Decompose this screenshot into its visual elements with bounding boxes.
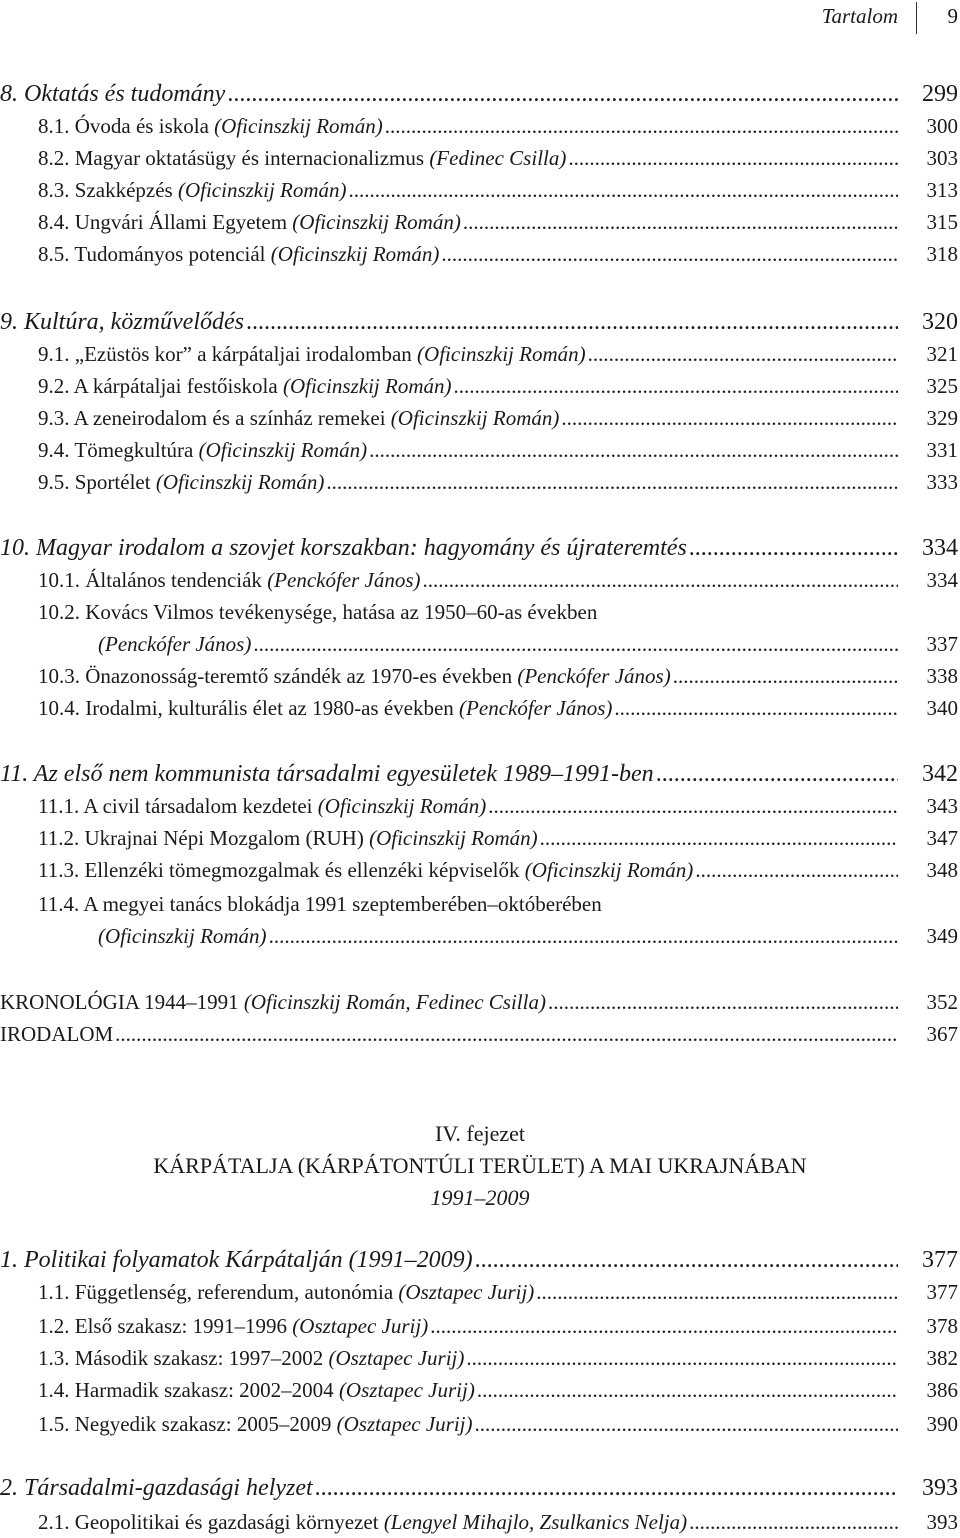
toc-entry[interactable] [0, 1018, 960, 1050]
running-header-title: Tartalom [821, 4, 898, 28]
toc-entry-page: 303 [926, 146, 958, 170]
toc-entry-label [0, 1244, 473, 1276]
toc-entry-title: Magyar irodalom a szovjet korszakban: hagyomány és újrateremtés [36, 535, 687, 561]
toc-entry[interactable] [0, 402, 960, 434]
toc-entry[interactable] [0, 1342, 960, 1374]
toc-entry-title: A megyei tanács blokádja 1991 szeptemberében–októberében [83, 892, 602, 916]
toc-entry-label [38, 466, 324, 498]
toc-leader-dots [454, 370, 898, 402]
toc-leader-dots [488, 790, 898, 822]
toc-entry[interactable] [0, 306, 960, 338]
toc-leader-dots [475, 1408, 899, 1440]
toc-leader-dots [246, 306, 898, 338]
toc-entry-author: (Osztapec Jurij) [336, 1412, 473, 1436]
toc-entry[interactable] [0, 564, 960, 596]
toc-entry-title: Irodalmi, kulturális élet az 1980-as években [85, 696, 460, 720]
toc-entry[interactable] [0, 692, 960, 724]
toc-entry-title: Oktatás és tudomány [24, 81, 226, 107]
toc-entry-number: 1.2. [38, 1314, 75, 1338]
toc-entry-page: 337 [926, 632, 958, 656]
toc-entry-page: 343 [926, 794, 958, 818]
toc-entry[interactable] [0, 596, 960, 628]
toc-entry-title: Első szakasz: 1991–1996 [74, 1314, 293, 1338]
toc-entry-label [38, 888, 602, 920]
page-number: 9 [947, 4, 958, 28]
toc-leader-dots [536, 1276, 898, 1308]
toc-entry-author: (Oficinszkij Román) [524, 858, 694, 882]
toc-entry-label [0, 78, 225, 110]
toc-entry-number: 8.2. [38, 146, 75, 170]
toc-leader-dots [466, 1342, 898, 1374]
toc-entry-label [0, 306, 244, 338]
toc-entry-title: Kultúra, közművelődés [24, 309, 244, 335]
toc-entry-number: 8.1. [38, 114, 75, 138]
toc-entry[interactable] [0, 920, 960, 952]
toc-leader-dots [441, 238, 898, 270]
toc-entry-title: Sportélet [74, 470, 156, 494]
toc-entry-title: Második szakasz: 1997–2002 [74, 1346, 329, 1370]
toc-entry-number: 11.1. [38, 794, 84, 818]
toc-entry-label [98, 920, 267, 952]
running-header [0, 4, 960, 30]
toc-entry[interactable] [0, 790, 960, 822]
toc-entry-author: (Oficinszkij Román) [98, 924, 267, 948]
toc-leader-dots [477, 1374, 898, 1406]
toc-entry-author: (Oficinszkij Román) [177, 178, 347, 202]
toc-entry-page: 329 [926, 406, 958, 430]
toc-entry-title: A zeneirodalom és a színház remekei [73, 406, 391, 430]
toc-entry[interactable] [0, 1506, 960, 1538]
toc-entry-number: 9.1. [38, 342, 75, 366]
toc-entry-number: 8.5. [38, 242, 75, 266]
toc-entry-number: 9.3. [38, 406, 74, 430]
toc-entry-number: 10.3. [38, 664, 86, 688]
toc-entry-number: 1.4. [38, 1378, 75, 1402]
toc-entry[interactable] [0, 1408, 960, 1440]
toc-entry-title: Társadalmi-gazdasági helyzet [24, 1475, 313, 1501]
toc-entry-author: (Oficinszkij Román) [417, 342, 586, 366]
toc-entry[interactable] [0, 434, 960, 466]
toc-leader-dots [540, 822, 898, 854]
toc-leader-dots [369, 434, 898, 466]
toc-entry-number: 9. [0, 309, 24, 335]
toc-entry[interactable] [0, 110, 960, 142]
toc-leader-dots [689, 1506, 898, 1538]
toc-leader-dots [326, 466, 898, 498]
toc-entry-number: 11.4. [38, 892, 84, 916]
toc-entry-page: 318 [926, 242, 958, 266]
toc-entry-title: Ukrajnai Népi Mozgalom (RUH) [84, 826, 370, 850]
toc-entry-title: Ungvári Állami Egyetem [74, 210, 293, 234]
toc-entry[interactable] [0, 854, 960, 886]
toc-entry-label [38, 1342, 464, 1374]
toc-entry-number: 1. [0, 1247, 24, 1273]
toc-entry-page: 334 [922, 535, 958, 561]
toc-leader-dots [568, 142, 898, 174]
toc-entry-label [38, 692, 612, 724]
toc-entry-label [38, 790, 486, 822]
toc-leader-dots [269, 920, 898, 952]
toc-entry-author: (Penckófer János) [98, 632, 252, 656]
toc-entry-author: (Oficinszkij Román) [282, 374, 452, 398]
toc-entry-label [38, 564, 421, 596]
toc-entry[interactable] [0, 628, 960, 660]
toc-entry-label [38, 338, 586, 370]
toc-entry-title: Negyedik szakasz: 2005–2009 [74, 1412, 337, 1436]
toc-leader-dots [475, 1244, 898, 1276]
toc-entry[interactable] [0, 1276, 960, 1308]
toc-entry[interactable] [0, 338, 960, 370]
toc-entry-number: 10.4. [38, 696, 86, 720]
toc-entry-label [38, 596, 597, 628]
toc-entry-page: 342 [922, 761, 958, 787]
toc-leader-dots [689, 532, 898, 564]
toc-entry-label [38, 854, 693, 886]
toc-entry-number: 10.1. [38, 568, 86, 592]
toc-entry-page: 348 [926, 858, 958, 882]
toc-entry-number: 2.1. [38, 1510, 75, 1534]
toc-entry-page: 338 [926, 664, 958, 688]
toc-entry-title: IRODALOM [0, 1022, 114, 1046]
toc-entry-page: 349 [926, 924, 958, 948]
toc-entry[interactable] [0, 822, 960, 854]
toc-entry-page: 377 [926, 1280, 958, 1304]
toc-entry-label [0, 1472, 313, 1504]
toc-entry-label [38, 822, 538, 854]
toc-entry-author: (Lengyel Mihajlo, Zsulkanics Nelja) [383, 1510, 688, 1534]
toc-entry-page: 299 [922, 81, 958, 107]
toc-entry-author: (Oficinszkij Román) [198, 438, 368, 462]
toc-entry-label [38, 402, 559, 434]
toc-entry-page: 393 [926, 1510, 958, 1534]
toc-entry[interactable] [0, 174, 960, 206]
toc-entry[interactable] [0, 758, 960, 790]
toc-entry-author: (Oficinszkij Román) [270, 242, 440, 266]
toc-entry-title: Tudományos potenciál [74, 242, 271, 266]
toc-entry-label [38, 1310, 428, 1342]
toc-entry[interactable] [0, 986, 960, 1018]
toc-leader-dots [115, 1018, 898, 1050]
chapter-title: KÁRPÁTALJA (KÁRPÁTONTÚLI TERÜLET) A MAI UKRAJNÁBAN [153, 1153, 807, 1178]
toc-entry-label [38, 206, 461, 238]
toc-entry-label [38, 110, 383, 142]
toc-entry[interactable] [0, 238, 960, 270]
toc-leader-dots [656, 758, 898, 790]
toc-entry-page: 331 [926, 438, 958, 462]
header-divider [916, 2, 917, 34]
toc-entry-title: Óvoda és iskola [74, 114, 215, 138]
toc-entry[interactable] [0, 1472, 960, 1504]
toc-entry-author: (Osztapec Jurij) [328, 1346, 465, 1370]
chapter-label: IV. fejezet [435, 1121, 525, 1146]
toc-entry[interactable] [0, 1374, 960, 1406]
toc-entry-page: 352 [926, 990, 958, 1014]
toc-leader-dots [423, 564, 898, 596]
toc-entry-title: Ellenzéki tömegmozgalmak és ellenzéki képviselők [84, 858, 525, 882]
toc-entry-label [38, 174, 347, 206]
chapter-years: 1991–2009 [430, 1185, 530, 1210]
toc-leader-dots [614, 692, 898, 724]
toc-entry-label [0, 532, 687, 564]
toc-entry-label [38, 660, 671, 692]
toc-entry-page: 320 [922, 309, 958, 335]
toc-entry[interactable] [0, 660, 960, 692]
toc-entry-page: 367 [926, 1022, 958, 1046]
toc-entry-author: (Fedinec Csilla) [429, 146, 567, 170]
toc-entry-page: 325 [926, 374, 958, 398]
toc-entry-number: 1.3. [38, 1346, 75, 1370]
toc-entry-title: KRONOLÓGIA 1944–1991 [0, 990, 244, 1014]
toc-entry-number: 8. [0, 81, 24, 107]
toc-leader-dots [695, 854, 898, 886]
toc-entry-author: (Penckófer János) [517, 664, 671, 688]
toc-entry-title: „Ezüstös kor” a kárpátaljai irodalomban [74, 342, 418, 366]
toc-entry-author: (Osztapec Jurij) [398, 1280, 535, 1304]
toc-leader-dots [548, 986, 898, 1018]
toc-entry-label [38, 1408, 473, 1440]
toc-entry-author: (Oficinszkij Román) [369, 826, 538, 850]
toc-entry-author: (Penckófer János) [459, 696, 613, 720]
toc-entry-author: (Oficinszkij Román, Fedinec Csilla) [243, 990, 546, 1014]
toc-entry-title: Harmadik szakasz: 2002–2004 [74, 1378, 339, 1402]
toc-entry[interactable] [0, 78, 960, 110]
toc-entry[interactable] [0, 370, 960, 402]
toc-entry-number: 1.5. [38, 1412, 75, 1436]
toc-entry-page: 334 [926, 568, 958, 592]
toc-entry-label [98, 628, 251, 660]
toc-entry-label [38, 1276, 534, 1308]
toc-entry-label [0, 986, 546, 1018]
toc-entry-page: 390 [926, 1412, 958, 1436]
toc-entry-title: Magyar oktatásügy és internacionalizmus [74, 146, 430, 170]
toc-entry-number: 9.4. [38, 438, 75, 462]
toc-entry-page: 315 [926, 210, 958, 234]
toc-entry-title: Általános tendenciák [85, 568, 268, 592]
toc-leader-dots [588, 338, 898, 370]
toc-entry-author: (Osztapec Jurij) [338, 1378, 475, 1402]
toc-entry-author: (Oficinszkij Román) [390, 406, 560, 430]
toc-leader-dots [227, 78, 898, 110]
toc-entry-label [38, 370, 452, 402]
toc-entry-page: 382 [926, 1346, 958, 1370]
toc-entry-number: 2. [0, 1475, 24, 1501]
toc-leader-dots [561, 402, 898, 434]
toc-entry-author: (Oficinszkij Román) [214, 114, 383, 138]
toc-entry[interactable] [0, 532, 960, 564]
toc-leader-dots [430, 1310, 898, 1342]
toc-entry-page: 386 [926, 1378, 958, 1402]
toc-entry-page: 321 [926, 342, 958, 366]
toc-entry-label [38, 434, 367, 466]
toc-entry-label [38, 1374, 475, 1406]
toc-entry-title: Kovács Vilmos tevékenysége, hatása az 1950–60-as években [85, 600, 598, 624]
toc-leader-dots [385, 110, 898, 142]
toc-entry-number: 9.5. [38, 470, 75, 494]
toc-entry-title: Tömegkultúra [74, 438, 199, 462]
toc-entry-author: (Oficinszkij Román) [155, 470, 325, 494]
toc-entry-title: A kárpátaljai festőiskola [73, 374, 283, 398]
toc-entry-title: Geopolitikai és gazdasági környezet [74, 1510, 384, 1534]
toc-entry-page: 377 [922, 1247, 958, 1273]
toc-entry-label [38, 1506, 687, 1538]
toc-leader-dots [253, 628, 898, 660]
toc-entry-title: A civil társadalom kezdetei [83, 794, 318, 818]
toc-leader-dots [673, 660, 898, 692]
toc-entry[interactable] [0, 142, 960, 174]
toc-entry-author: (Osztapec Jurij) [292, 1314, 429, 1338]
toc-entry-page: 333 [926, 470, 958, 494]
toc-entry-page: 340 [926, 696, 958, 720]
toc-leader-dots [349, 174, 898, 206]
toc-entry-author: (Oficinszkij Román) [292, 210, 461, 234]
toc-entry-number: 11.3. [38, 858, 85, 882]
toc-entry[interactable] [0, 1244, 960, 1276]
toc-entry-number: 11.2. [38, 826, 85, 850]
toc-entry-page: 393 [922, 1475, 958, 1501]
toc-entry[interactable] [0, 888, 960, 920]
toc-entry-author: (Oficinszkij Román) [317, 794, 487, 818]
toc-entry-number: 8.4. [38, 210, 75, 234]
toc-entry-label [0, 1018, 113, 1050]
toc-entry[interactable] [0, 206, 960, 238]
toc-leader-dots [315, 1472, 898, 1504]
toc-entry[interactable] [0, 466, 960, 498]
toc-leader-dots [463, 206, 898, 238]
toc-entry-page: 347 [926, 826, 958, 850]
toc-entry[interactable] [0, 1310, 960, 1342]
toc-entry-number: 10.2. [38, 600, 86, 624]
toc-entry-number: 9.2. [38, 374, 74, 398]
toc-entry-number: 11. [0, 761, 34, 787]
toc-entry-number: 8.3. [38, 178, 75, 202]
toc-entry-number: 10. [0, 535, 36, 561]
toc-entry-title: Politikai folyamatok Kárpátalján (1991–2009) [24, 1247, 473, 1273]
toc-entry-page: 313 [926, 178, 958, 202]
toc-entry-number: 1.1. [38, 1280, 75, 1304]
toc-entry-title: Szakképzés [74, 178, 178, 202]
toc-entry-label [0, 758, 654, 790]
toc-entry-author: (Penckófer János) [267, 568, 421, 592]
toc-entry-title: Az első nem kommunista társadalmi egyesületek 1989–1991-ben [33, 761, 654, 787]
toc-entry-label [38, 142, 566, 174]
toc-entry-title: Függetlenség, referendum, autonómia [74, 1280, 399, 1304]
toc-entry-label [38, 238, 439, 270]
toc-entry-page: 300 [926, 114, 958, 138]
toc-entry-title: Önazonosság-teremtő szándék az 1970-es években [85, 664, 518, 688]
toc-entry-page: 378 [926, 1314, 958, 1338]
